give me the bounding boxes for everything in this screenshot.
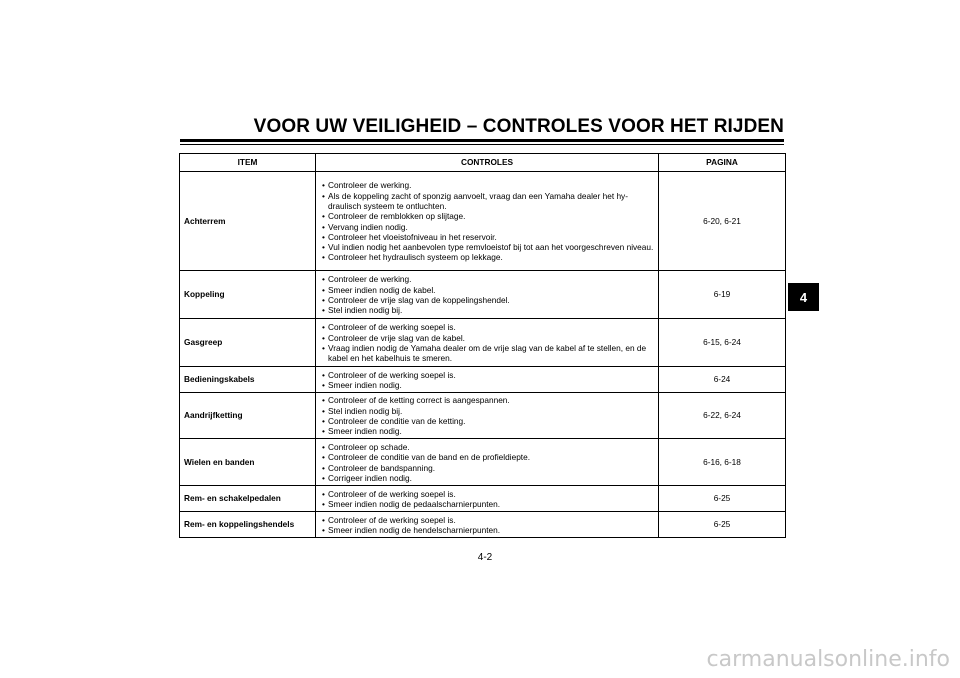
row-page-ref: 6-16, 6-18 [659, 439, 786, 486]
row-checks [316, 172, 659, 271]
row-checks [316, 486, 659, 512]
check-item: • Controleer op schade. [320, 442, 654, 452]
row-checks [316, 512, 659, 538]
watermark: carmanualsonline.info [706, 647, 950, 672]
check-item: • Vraag indien nodig de Yamaha dealer om de vrije slag van de kabel af te stellen, en de kabel en het kabelhuis te smeren. [320, 343, 654, 364]
check-item: • Stel indien nodig bij. [320, 305, 654, 315]
row-item-label: Bedieningskabels [180, 367, 316, 393]
row-checks [316, 271, 659, 319]
check-item: • Smeer indien nodig de kabel. [320, 285, 654, 295]
table-row [180, 172, 786, 271]
table-row [180, 319, 786, 367]
check-item: • Controleer het vloeistofniveau in het reservoir. [320, 232, 654, 242]
row-item-label: Aandrijfketting [180, 393, 316, 439]
title-rule-thin [180, 144, 784, 145]
row-item-label: Rem- en koppelingshendels [180, 512, 316, 538]
row-page-ref: 6-19 [659, 271, 786, 319]
page-title: VOOR UW VEILIGHEID – CONTROLES VOOR HET RIJDEN [253, 116, 784, 137]
row-page-ref: 6-25 [659, 512, 786, 538]
check-item: • Smeer indien nodig de hendelscharnierpunten. [320, 525, 654, 535]
check-item: • Controleer of de werking soepel is. [320, 489, 654, 499]
row-item-label: Rem- en schakelpedalen [180, 486, 316, 512]
section-tab: 4 [788, 283, 819, 311]
row-page-ref: 6-24 [659, 367, 786, 393]
check-item: • Controleer of de werking soepel is. [320, 370, 654, 380]
table-row [180, 439, 786, 486]
check-item: • Controleer de vrije slag van de kabel. [320, 333, 654, 343]
check-item: • Controleer de remblokken op slijtage. [320, 211, 654, 221]
row-page-ref: 6-22, 6-24 [659, 393, 786, 439]
header-pagina: PAGINA [659, 154, 786, 172]
table-row [180, 486, 786, 512]
header-controles: CONTROLES [316, 154, 659, 172]
check-item: • Vervang indien nodig. [320, 222, 654, 232]
check-item: • Controleer de bandspanning. [320, 463, 654, 473]
check-item: • Controleer of de werking soepel is. [320, 322, 654, 332]
table-row [180, 271, 786, 319]
check-item: • Controleer of de ketting correct is aangespannen. [320, 395, 654, 405]
row-page-ref: 6-25 [659, 486, 786, 512]
table-header-row [180, 154, 786, 172]
row-page-ref: 6-15, 6-24 [659, 319, 786, 367]
row-item-label: Koppeling [180, 271, 316, 319]
table-row [180, 512, 786, 538]
check-item: • Controleer de werking. [320, 274, 654, 284]
row-checks [316, 367, 659, 393]
check-item: • Smeer indien nodig de pedaalscharnierpunten. [320, 499, 654, 509]
check-item: • Stel indien nodig bij. [320, 406, 654, 416]
row-page-ref: 6-20, 6-21 [659, 172, 786, 271]
row-checks [316, 393, 659, 439]
row-checks [316, 439, 659, 486]
check-item: • Controleer de conditie van de band en de profieldiepte. [320, 452, 654, 462]
row-checks [316, 319, 659, 367]
check-item: • Corrigeer indien nodig. [320, 473, 654, 483]
check-item: • Smeer indien nodig. [320, 380, 654, 390]
row-item-label: Achterrem [180, 172, 316, 271]
table-row [180, 393, 786, 439]
row-item-label: Wielen en banden [180, 439, 316, 486]
title-rule-thick [180, 139, 784, 142]
table-row [180, 367, 786, 393]
check-item: • Controleer de conditie van de ketting. [320, 416, 654, 426]
check-item: • Controleer of de werking soepel is. [320, 515, 654, 525]
header-item: ITEM [180, 154, 316, 172]
page-number: 4-2 [477, 552, 493, 563]
check-item: • Controleer de vrije slag van de koppelingshendel. [320, 295, 654, 305]
check-item: • Controleer het hydraulisch systeem op lekkage. [320, 252, 654, 262]
check-item: • Als de koppeling zacht of sponzig aanvoelt, vraag dan een Yamaha dealer het hy-draulisch systeem te ontluchten. [320, 191, 654, 212]
row-item-label: Gasgreep [180, 319, 316, 367]
check-item: • Vul indien nodig het aanbevolen type remvloeistof bij tot aan het voorgeschreven niveau. [320, 242, 654, 252]
check-item: • Smeer indien nodig. [320, 426, 654, 436]
controls-table [179, 153, 786, 538]
check-item: • Controleer de werking. [320, 180, 654, 190]
